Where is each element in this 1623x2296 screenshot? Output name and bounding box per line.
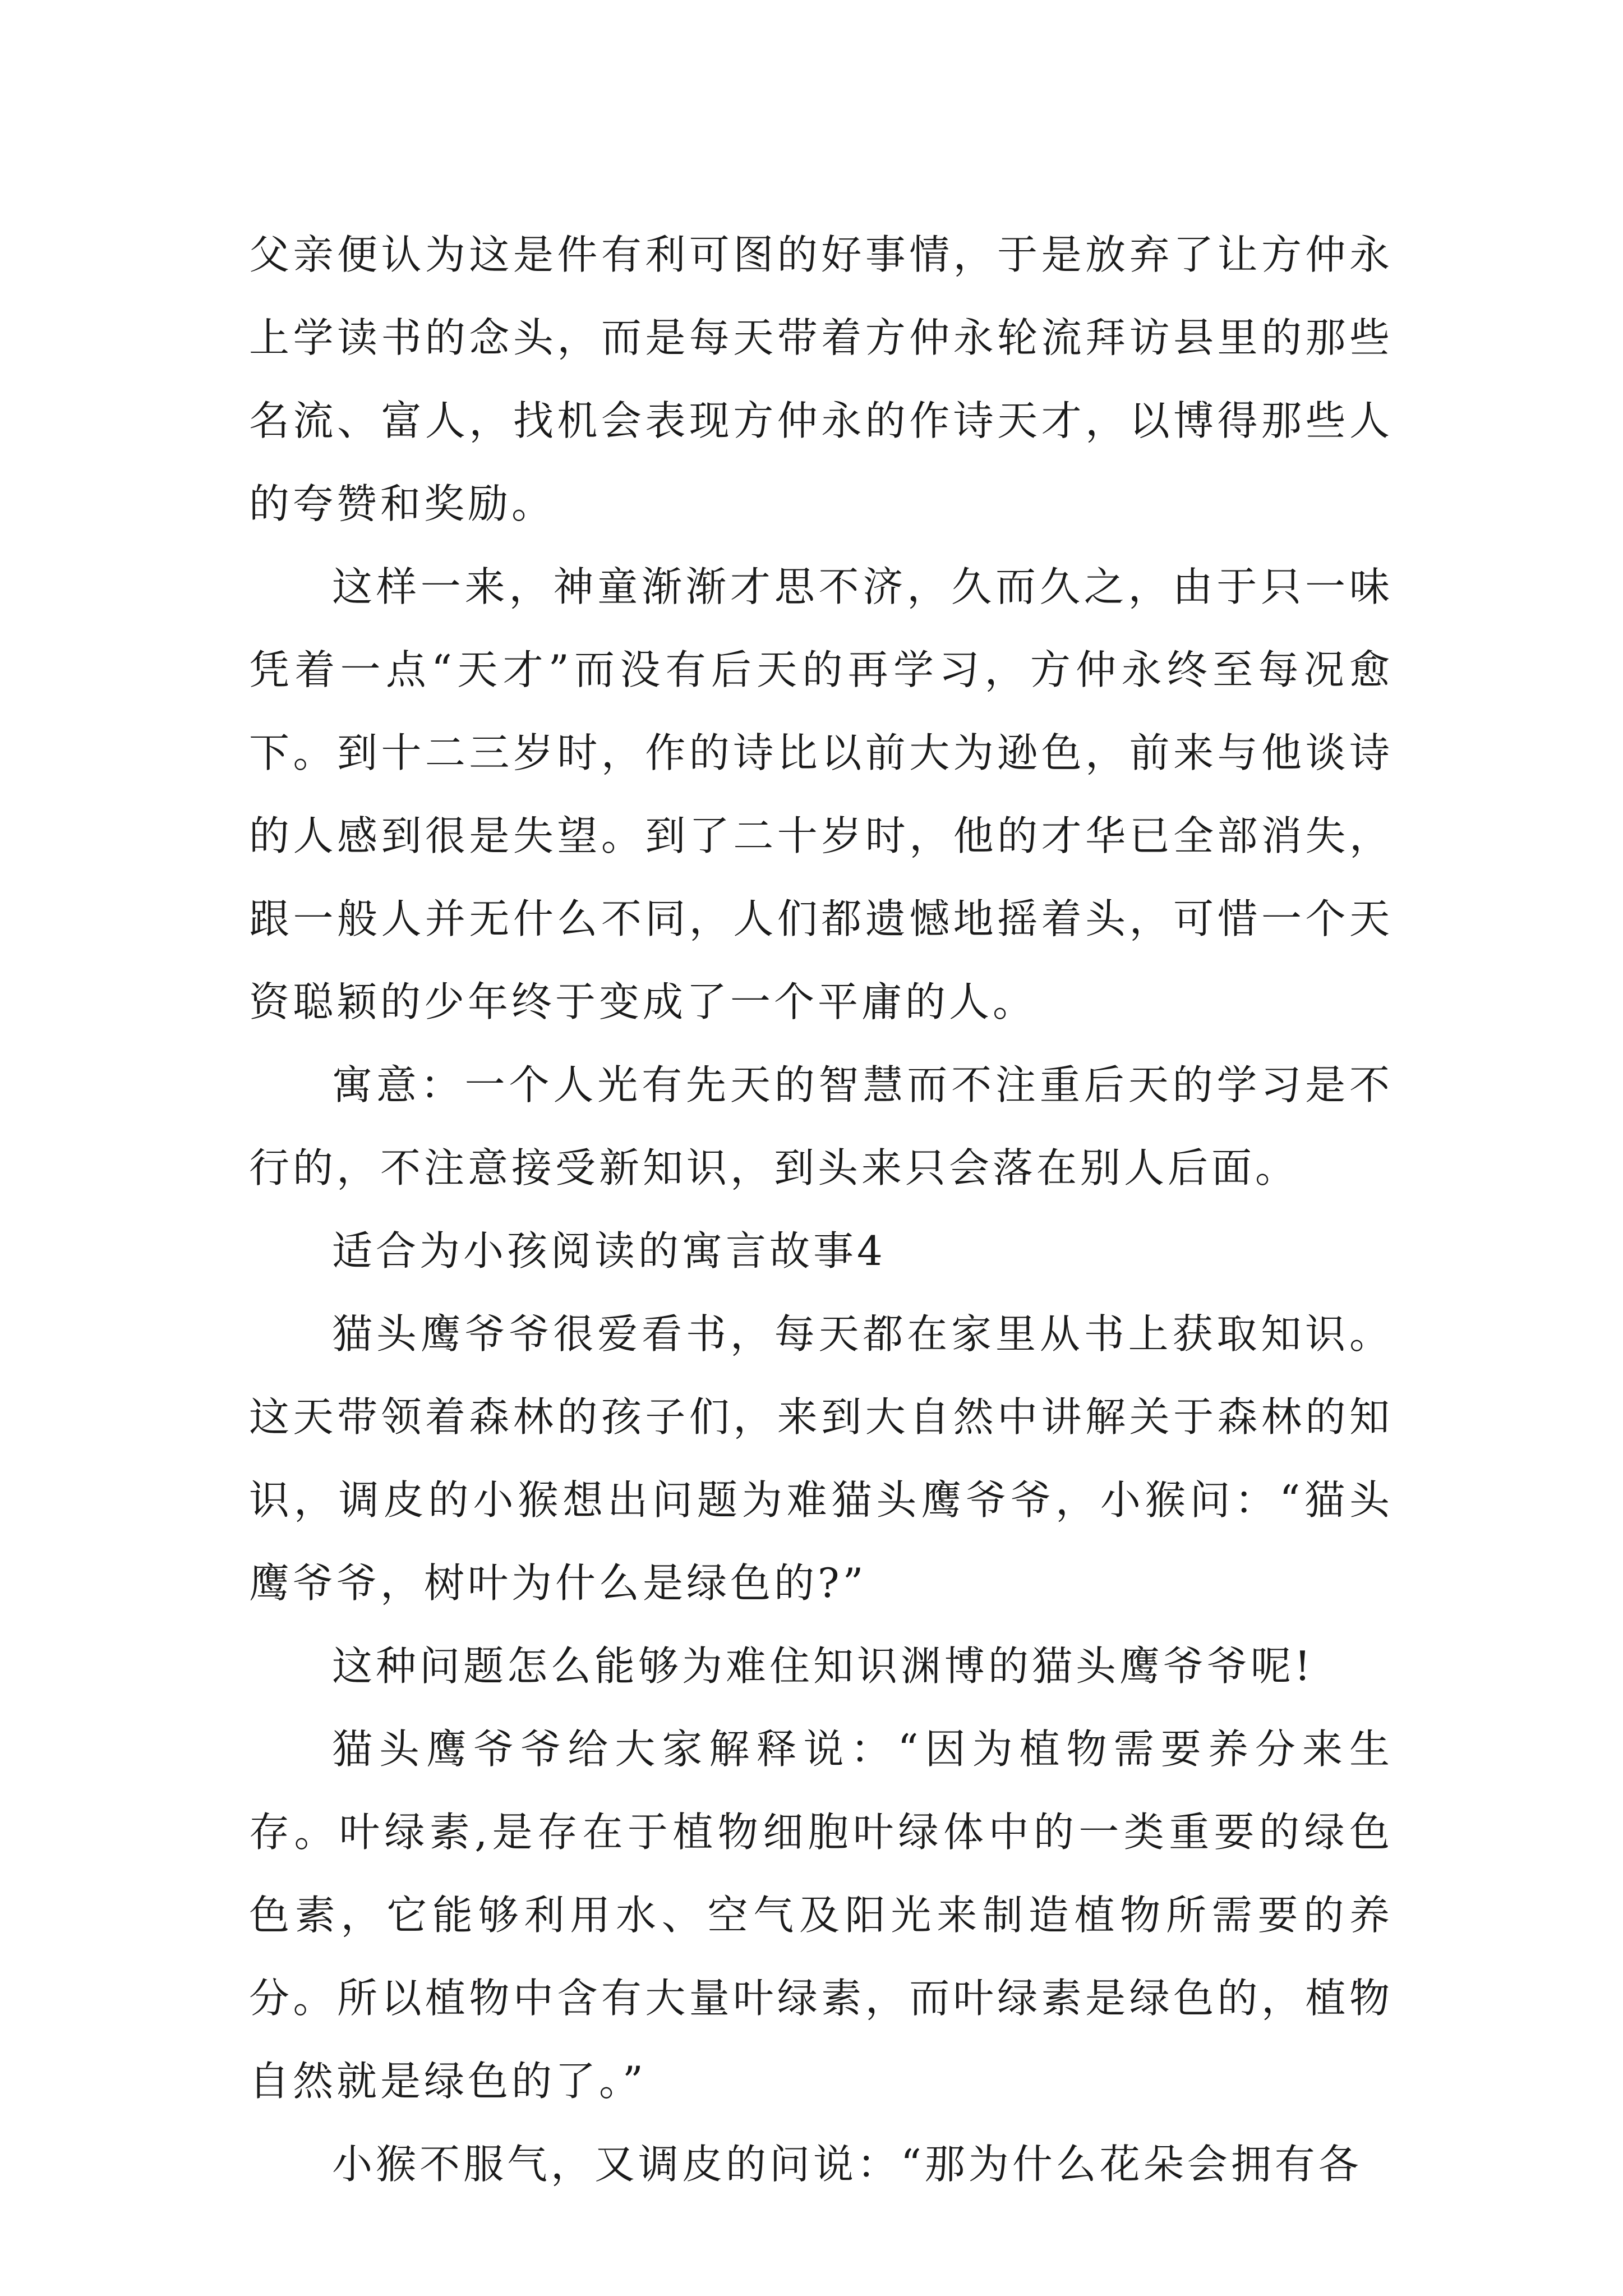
paragraph: 父亲便认为这是件有利可图的好事情，于是放弃了让方仲永上学读书的念头，而是每天带着方仲永轮流拜访县里的那些名流、富人，找机会表现方仲永的作诗天才，以博得那些人的夸赞和奖励。 [249,231,1393,527]
paragraph: 这种问题怎么能够为难住知识渊博的猫头鹰爷爷呢! [332,1642,1314,1690]
paragraph: 小猴不服气，又调皮的问说：“那为什么花朵会拥有各 [332,2141,1362,2188]
paragraph: 这样一来，神童渐渐才思不济，久而久之，由于只一味凭着一点“天才”而没有后天的再学习，方仲永终至每况愈下。到十二三岁时，作的诗比以前大为逊色，前来与他谈诗的人感到很是失望。到了二十岁时，他的才华已全部消失，跟一般人并无什么不同，人们都遗憾地摇着头，可惜一个天资聪颖的少年终于变成了一个平庸的人。 [249,563,1393,1025]
paragraph: 猫头鹰爷爷给大家解释说：“因为植物需要养分来生存。叶绿素,是存在于植物细胞叶绿体中的一类重要的绿色色素，它能够利用水、空气及阳光来制造植物所需要的养分。所以植物中含有大量叶绿素，而叶绿素是绿色的，植物自然就是绿色的了。” [249,1726,1393,2105]
document-body [249,213,1393,2206]
section-heading: 适合为小孩阅读的寓言故事4 [332,1227,886,1274]
paragraph: 猫头鹰爷爷很爱看书，每天都在家里从书上获取知识。这天带领着森林的孩子们，来到大自然中讲解关于森林的知识，调皮的小猴想出问题为难猫头鹰爷爷，小猴问：“猫头鹰爷爷，树叶为什么是绿色的?” [249,1310,1393,1607]
paragraph: 寓意：一个人光有先天的智慧而不注重后天的学习是不行的，不注意接受新知识，到头来只会落在别人后面。 [249,1061,1393,1191]
